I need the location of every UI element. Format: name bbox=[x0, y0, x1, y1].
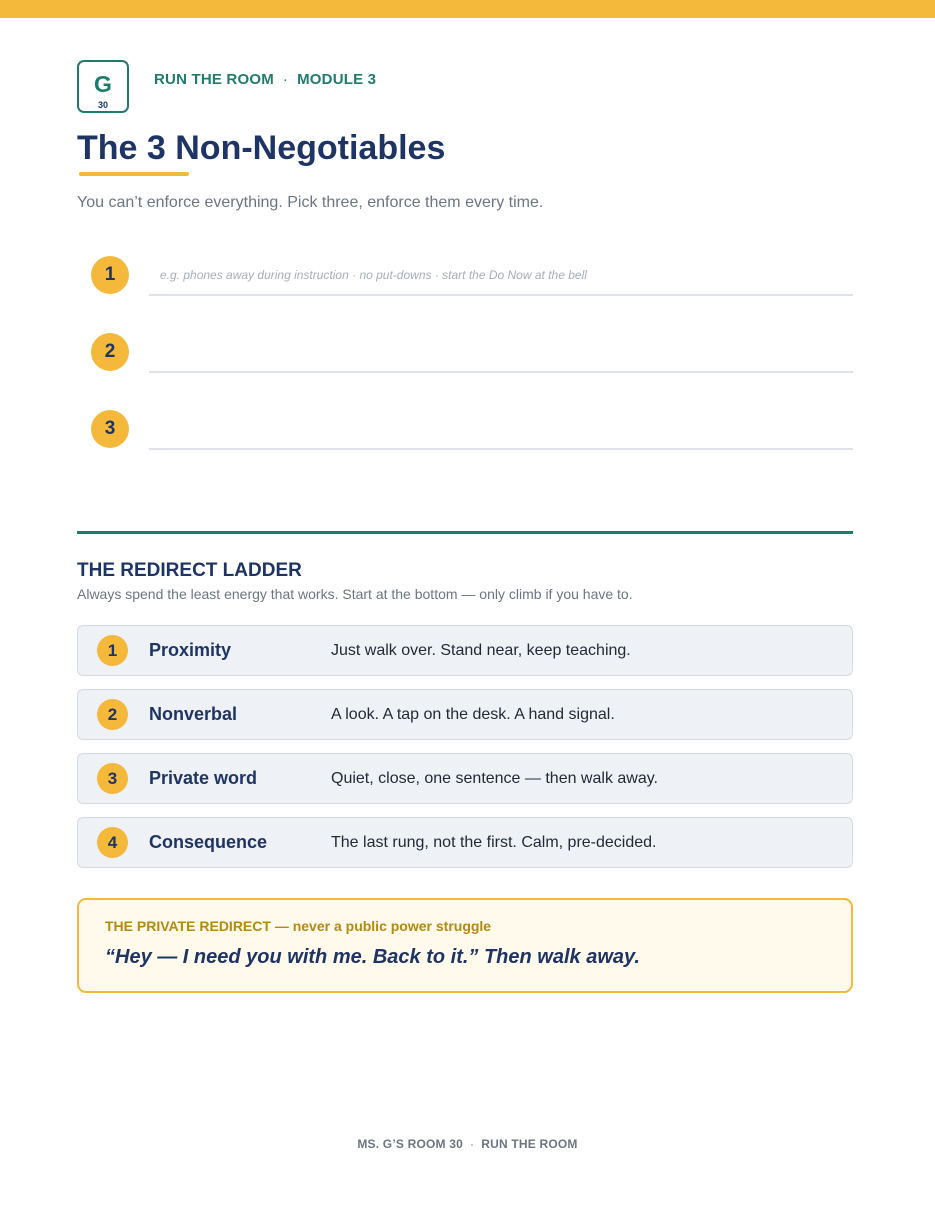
rung-name: Consequence bbox=[149, 832, 268, 852]
rung-description: Just walk over. Stand near, keep teaching. bbox=[331, 642, 631, 659]
callout-quote: “Hey — I need you with me. Back to it.” Then walk away. bbox=[105, 946, 640, 968]
page-footer bbox=[0, 1137, 935, 1151]
page-title: The 3 Non-Negotiables bbox=[77, 129, 446, 167]
number-badge: 3 bbox=[91, 410, 129, 448]
title-underline bbox=[79, 172, 189, 176]
ladder-subtitle: Always spend the least energy that works. Start at the bottom — only climb if you have to. bbox=[77, 586, 633, 602]
write-line bbox=[149, 371, 853, 373]
callout-label: THE PRIVATE REDIRECT — never a public power struggle bbox=[105, 918, 492, 934]
rung-name: Proximity bbox=[149, 640, 232, 660]
ladder-title: THE REDIRECT LADDER bbox=[77, 560, 302, 581]
ladder-rung-1 bbox=[77, 625, 853, 676]
ladder-rung-3 bbox=[77, 753, 853, 804]
logo-number: 30 bbox=[97, 100, 108, 110]
section-divider bbox=[77, 531, 853, 534]
non-negotiable-row-1 bbox=[91, 256, 853, 296]
non-negotiable-field-1[interactable]: e.g. phones away during instruction · no put-downs · start the Do Now at the bell bbox=[160, 268, 587, 282]
room-logo bbox=[77, 60, 129, 113]
footer-separator: · bbox=[470, 1137, 475, 1151]
top-accent-bar bbox=[0, 0, 935, 18]
kicker-course: RUN THE ROOM bbox=[154, 71, 274, 88]
number-badge: 1 bbox=[91, 256, 129, 294]
page-subtitle: You can’t enforce everything. Pick three, enforce them every time. bbox=[77, 194, 544, 211]
rung-number-badge: 4 bbox=[97, 827, 128, 858]
rung-number-badge: 3 bbox=[97, 763, 128, 794]
footer-course: RUN THE ROOM bbox=[481, 1137, 578, 1151]
non-negotiable-row-3 bbox=[91, 410, 853, 450]
logo-letter: G bbox=[94, 71, 112, 97]
kicker-module: MODULE 3 bbox=[297, 71, 377, 88]
rung-description: A look. A tap on the desk. A hand signal. bbox=[331, 706, 615, 723]
write-line bbox=[149, 294, 853, 296]
non-negotiable-row-2 bbox=[91, 333, 853, 373]
module-kicker bbox=[154, 71, 376, 88]
rung-description: Quiet, close, one sentence — then walk away. bbox=[331, 770, 658, 787]
rung-description: The last rung, not the first. Calm, pre-decided. bbox=[331, 834, 657, 851]
number-badge: 2 bbox=[91, 333, 129, 371]
rung-name: Private word bbox=[149, 768, 258, 788]
write-line bbox=[149, 448, 853, 450]
ladder-rung-2 bbox=[77, 689, 853, 740]
footer-room: MS. G’S ROOM 30 bbox=[357, 1137, 464, 1151]
kicker-separator: · bbox=[282, 71, 289, 88]
rung-name: Nonverbal bbox=[149, 704, 238, 724]
ladder-rung-4 bbox=[77, 817, 853, 868]
rung-number-badge: 2 bbox=[97, 699, 128, 730]
rung-number-badge: 1 bbox=[97, 635, 128, 666]
private-redirect-callout bbox=[77, 898, 853, 993]
